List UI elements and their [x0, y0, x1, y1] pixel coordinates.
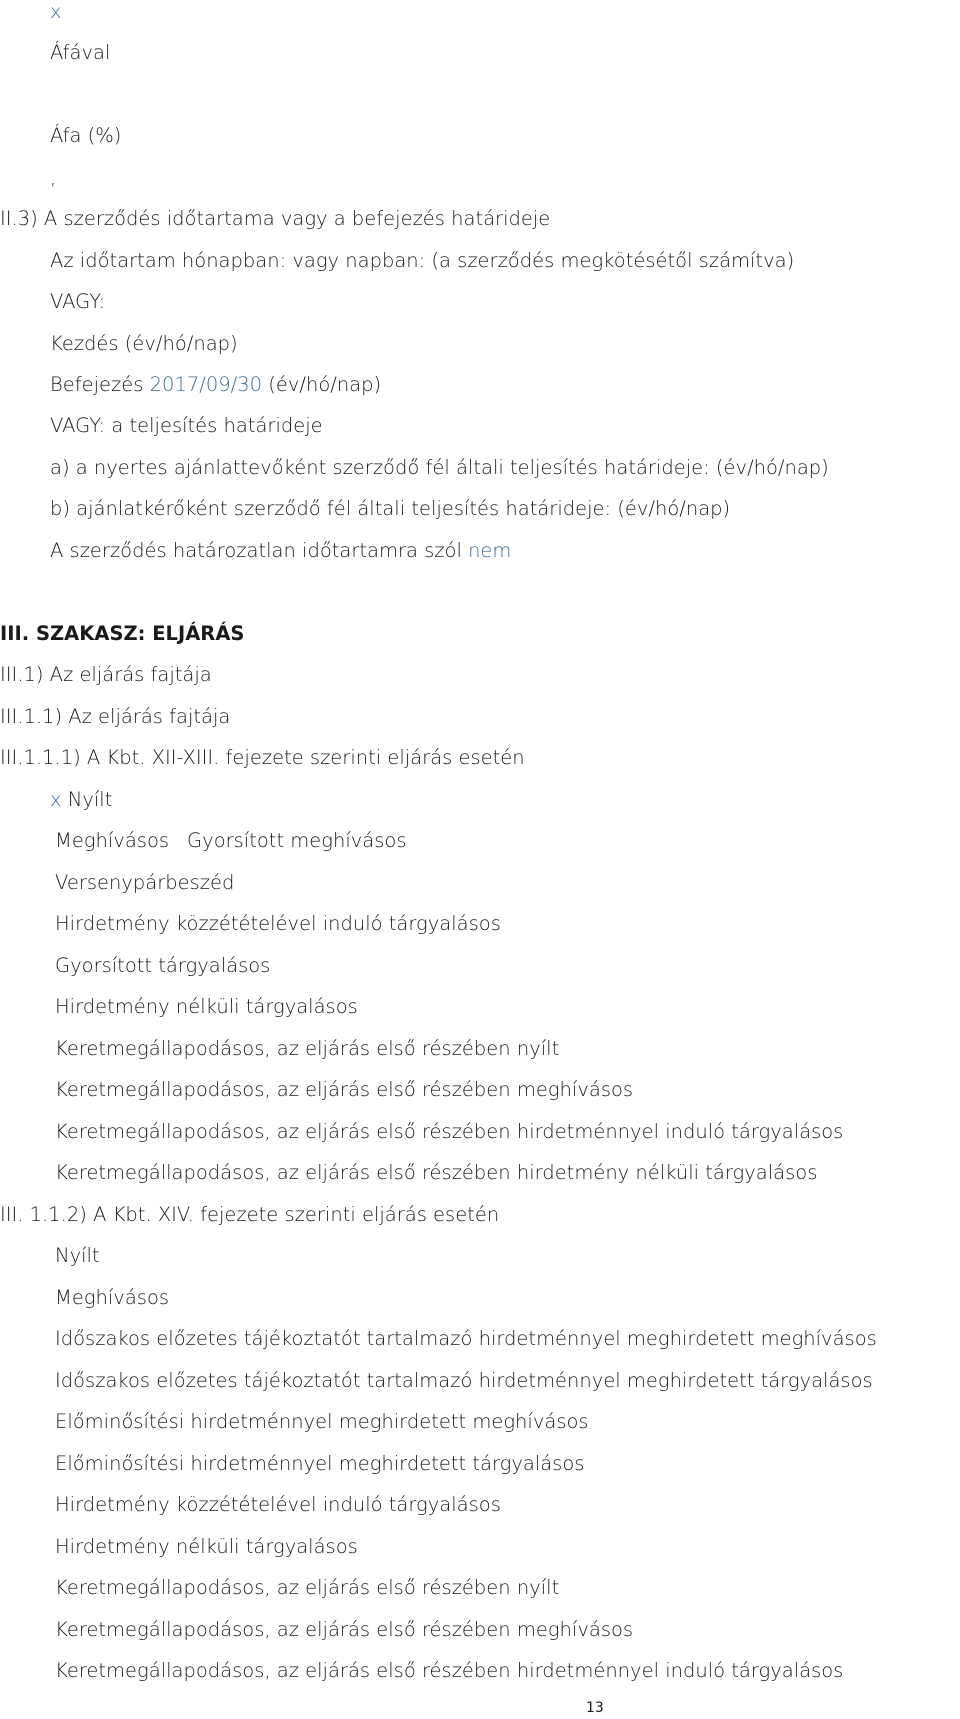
option-negotiated-without-notice-2: Hirdetmény nélküli tárgyalásos [55, 1535, 358, 1558]
or-deadline-line: VAGY: a teljesítés határideje [50, 414, 323, 437]
end-date-line [50, 373, 381, 397]
section-ii3-heading: II.3) A szerződés időtartama vagy a befejezés határideje [0, 207, 551, 230]
section-iii11-heading: III.1.1) Az eljárás fajtája [0, 705, 231, 728]
option-restricted-line [55, 829, 407, 853]
option-restricted-label: Meghívásos [55, 829, 170, 852]
option-accelerated-negotiated: Gyorsított tárgyalásos [55, 954, 271, 977]
option-negotiated-without-notice: Hirdetmény nélküli tárgyalásos [55, 995, 358, 1018]
end-date-label: Befejezés [50, 373, 144, 396]
option-periodic-restricted: Időszakos előzetes tájékoztatót tartalmazó hirdetménnyel meghirdetett meghívásos [55, 1327, 877, 1350]
option-restricted-2: Meghívásos [55, 1286, 170, 1309]
option-framework-restricted-2: Keretmegállapodásos, az eljárás első részében meghívásos [55, 1618, 634, 1641]
afa-percent-label: Áfa (%) [50, 124, 122, 147]
option-qualification-negotiated: Előminősítési hirdetménnyel meghirdetett tárgyalásos [55, 1452, 585, 1475]
empty-value-comma: , [50, 166, 57, 189]
start-date-line: Kezdés (év/hó/nap) [50, 332, 238, 355]
option-framework-open-2: Keretmegállapodásos, az eljárás első részében nyílt [55, 1576, 560, 1599]
indefinite-duration-value: nem [468, 539, 512, 562]
option-competitive-dialogue: Versenypárbeszéd [55, 871, 235, 894]
or-line: VAGY: [50, 290, 106, 313]
option-framework-negotiated-notice: Keretmegállapodásos, az eljárás első részében hirdetménnyel induló tárgyalásos [55, 1120, 844, 1143]
selected-mark: x [50, 788, 62, 811]
option-negotiated-with-notice: Hirdetmény közzétételével induló tárgyalásos [55, 912, 501, 935]
section-iii111-heading: III.1.1.1) A Kbt. XII-XIII. fejezete szerinti eljárás esetén [0, 746, 525, 769]
section-iii112-heading: III. 1.1.2) A Kbt. XIV. fejezete szerinti eljárás esetén [0, 1203, 500, 1226]
checkbox-mark: x [50, 0, 62, 23]
end-date-unit: (év/hó/nap) [268, 373, 382, 396]
afaval-label: Áfával [50, 41, 111, 64]
option-open-label: Nyílt [67, 788, 113, 811]
option-framework-restricted: Keretmegállapodásos, az eljárás első részében meghívásos [55, 1078, 634, 1101]
option-open-line [50, 788, 112, 812]
option-framework-open: Keretmegállapodásos, az eljárás első részében nyílt [55, 1037, 560, 1060]
duration-line: Az időtartam hónapban: vagy napban: (a szerződés megkötésétől számítva) [50, 249, 795, 272]
contracting-deadline-line: b) ajánlatkérőként szerződő fél általi teljesítés határideje: (év/hó/nap) [50, 497, 731, 520]
page-number: 13 [586, 1700, 604, 1716]
option-qualification-restricted: Előminősítési hirdetménnyel meghirdetett meghívásos [55, 1410, 589, 1433]
option-open-2: Nyílt [55, 1244, 100, 1267]
winner-deadline-line: a) a nyertes ajánlattevőként szerződő fél általi teljesítés határideje: (év/hó/nap) [50, 456, 829, 479]
option-negotiated-with-notice-2: Hirdetmény közzétételével induló tárgyalásos [55, 1493, 501, 1516]
indefinite-duration-label: A szerződés határozatlan időtartamra szól [50, 539, 462, 562]
end-date-value: 2017/09/30 [149, 373, 263, 396]
option-framework-negotiated-notice-2: Keretmegállapodásos, az eljárás első részében hirdetménnyel induló tárgyalásos [55, 1659, 844, 1682]
indefinite-duration-line [50, 539, 511, 563]
section-iii1-heading: III.1) Az eljárás fajtája [0, 663, 212, 686]
option-periodic-negotiated: Időszakos előzetes tájékoztatót tartalmazó hirdetménnyel meghirdetett tárgyalásos [55, 1369, 873, 1392]
section-iii-heading: III. SZAKASZ: ELJÁRÁS [0, 622, 245, 645]
option-framework-negotiated-no-notice: Keretmegállapodásos, az eljárás első részében hirdetmény nélküli tárgyalásos [55, 1161, 818, 1184]
option-accelerated-restricted-label: Gyorsított meghívásos [187, 829, 407, 852]
